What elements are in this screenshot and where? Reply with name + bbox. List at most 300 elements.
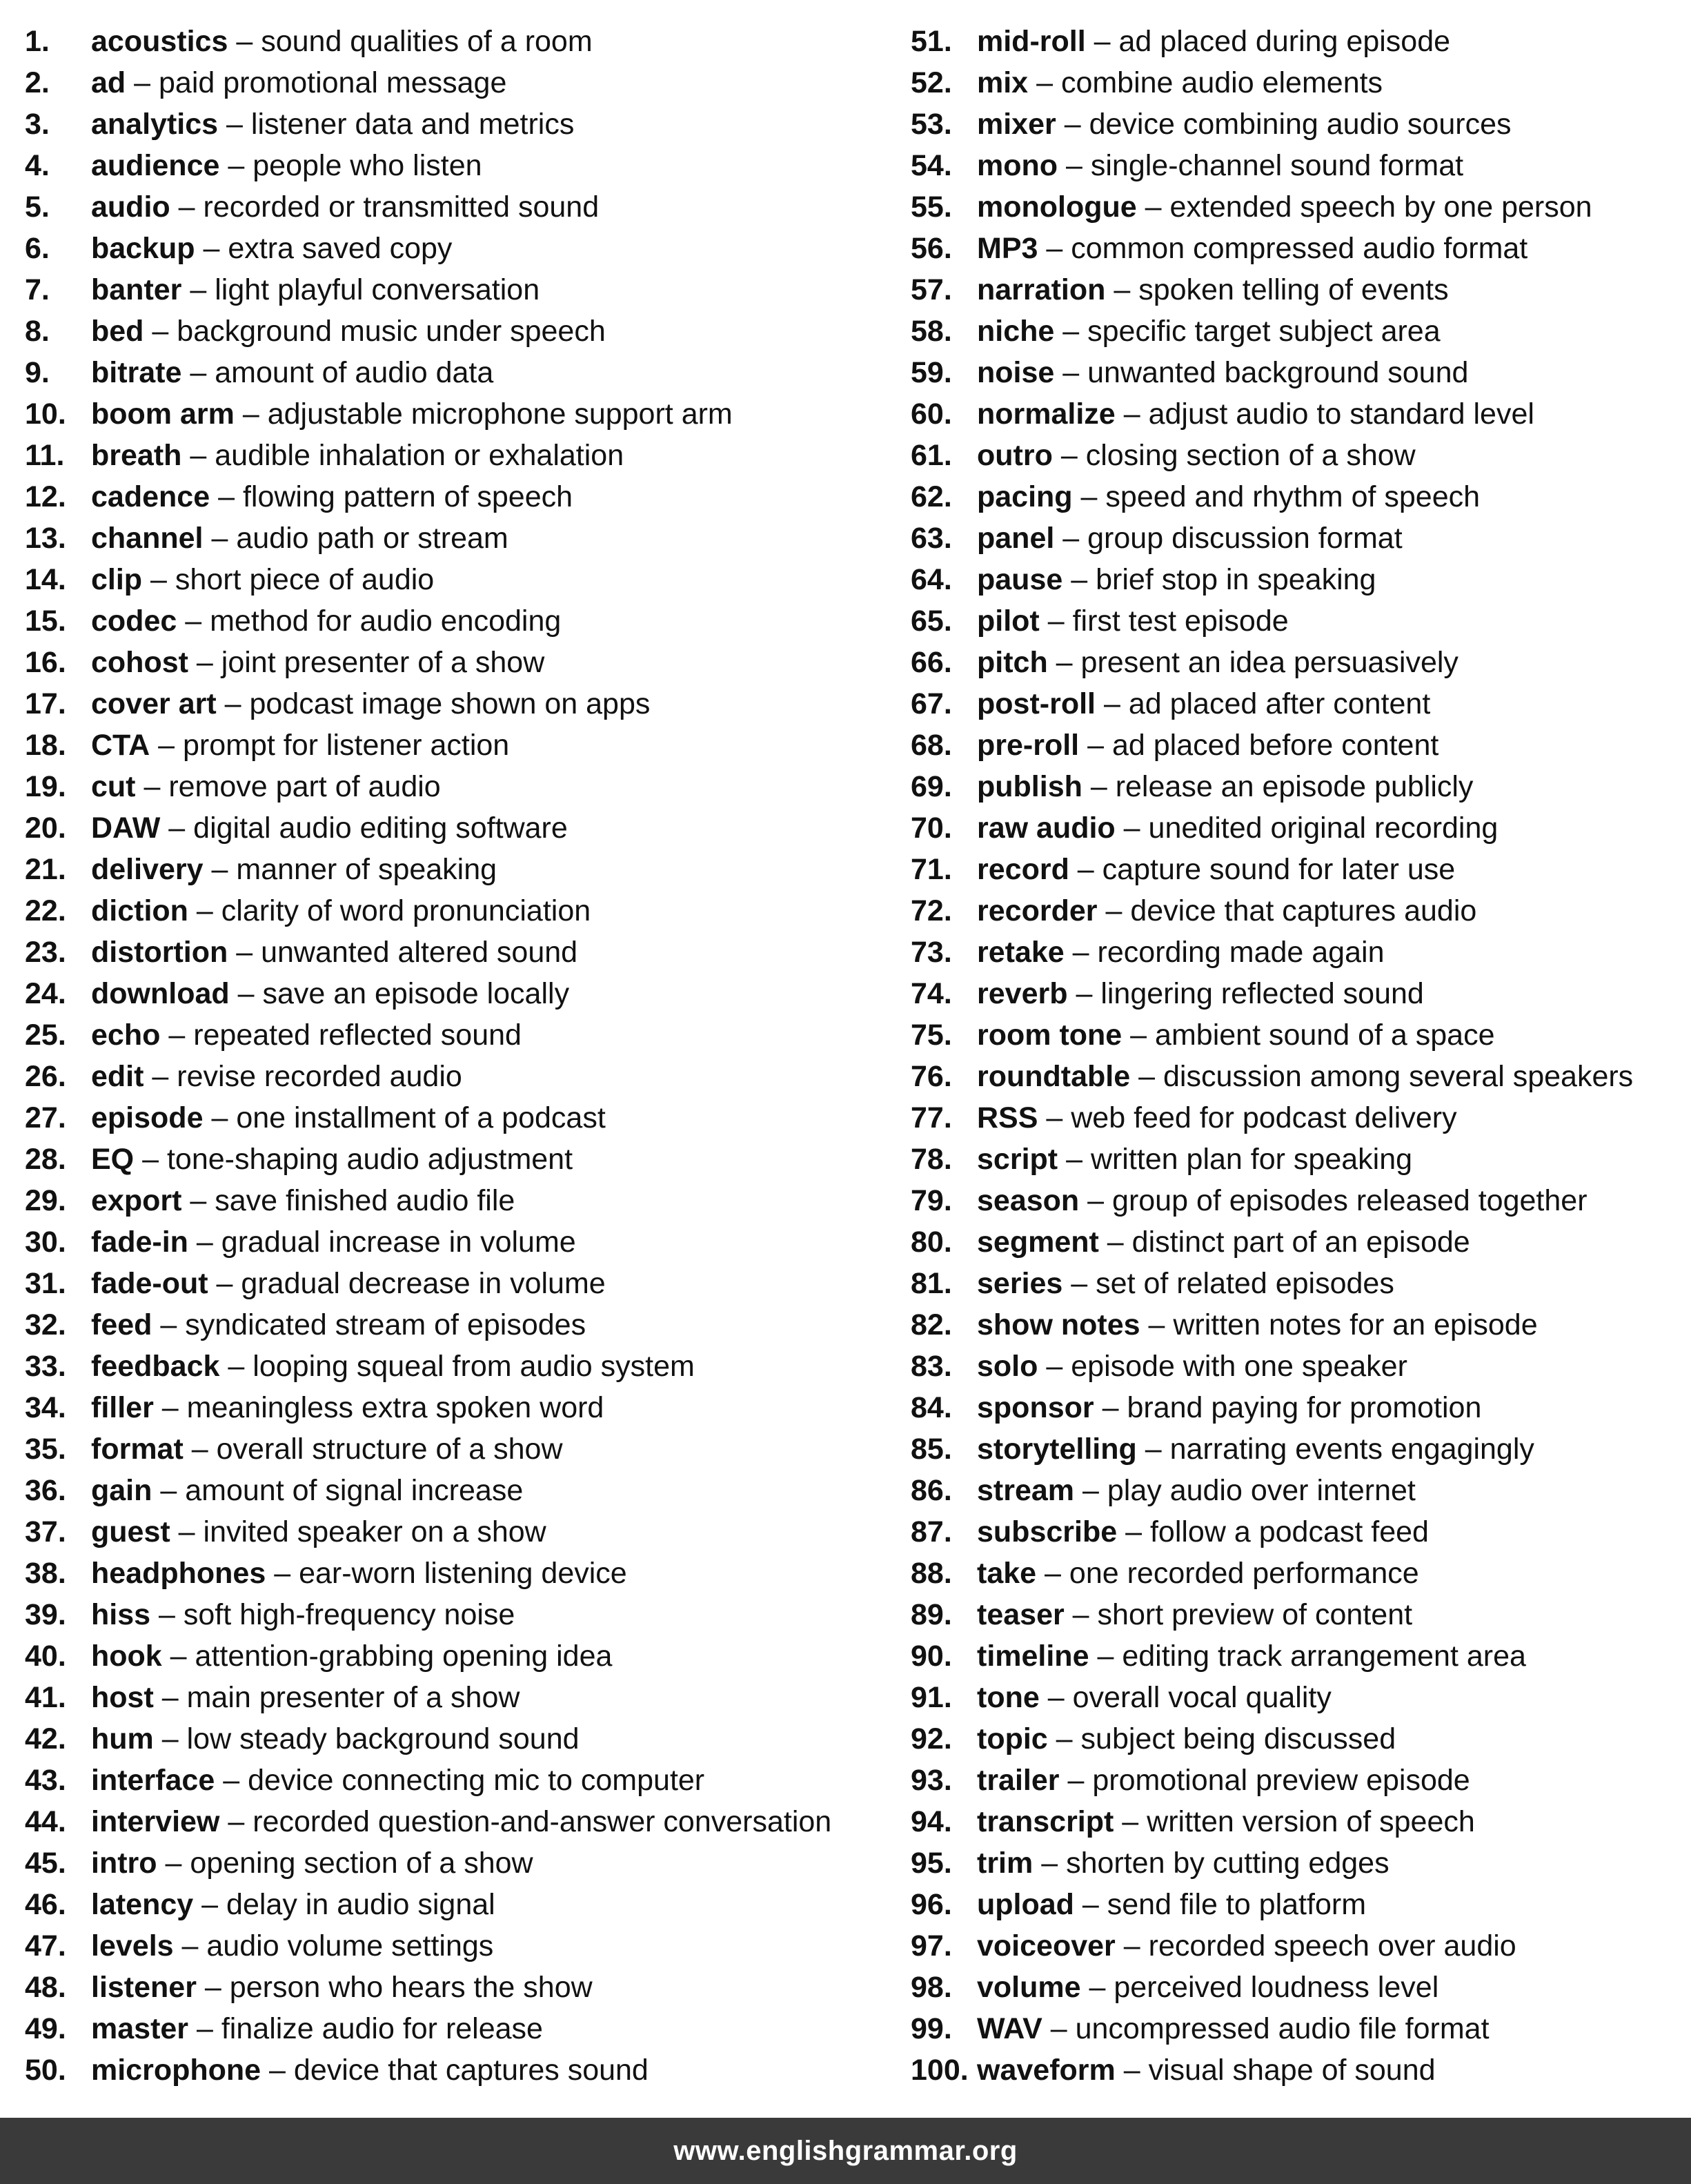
item-definition: amount of signal increase <box>185 1474 524 1507</box>
item-definition: ear-worn listening device <box>299 1557 627 1590</box>
item-definition: light playful conversation <box>215 273 540 306</box>
item-definition: digital audio editing software <box>193 811 568 845</box>
item-definition: save finished audio file <box>215 1184 515 1217</box>
glossary-item <box>911 104 1683 145</box>
item-definition: perceived loudness level <box>1114 1971 1439 2004</box>
item-term: MP3 <box>977 232 1038 265</box>
item-separator: – <box>1060 439 1078 472</box>
glossary-item <box>911 1346 1683 1387</box>
item-term: fade-out <box>91 1267 208 1300</box>
item-separator: – <box>1090 770 1107 803</box>
item-separator: – <box>1138 1060 1156 1093</box>
item-term: stream <box>977 1474 1075 1507</box>
item-term: banter <box>91 273 182 306</box>
item-separator: – <box>1103 687 1120 720</box>
item-definition: finalize audio for release <box>221 2012 543 2045</box>
item-definition: extra saved copy <box>228 232 453 265</box>
footer-url[interactable]: www.englishgrammar.org <box>673 2135 1018 2166</box>
item-separator: – <box>1097 1640 1114 1673</box>
item-term: upload <box>977 1888 1074 1921</box>
glossary-item <box>911 1925 1683 1967</box>
item-separator: – <box>226 108 243 141</box>
item-term: niche <box>977 315 1055 348</box>
item-number: 77. <box>911 1101 952 1134</box>
item-number: 81. <box>911 1267 952 1300</box>
item-separator: – <box>185 604 202 638</box>
item-term: WAV <box>977 2012 1042 2045</box>
item-separator: – <box>196 1226 213 1259</box>
glossary-item <box>911 1470 1683 1511</box>
item-number: 91. <box>911 1681 952 1714</box>
glossary-item <box>25 1180 894 1221</box>
glossary-item <box>911 352 1683 393</box>
item-number: 80. <box>911 1226 952 1259</box>
item-term: retake <box>977 936 1065 969</box>
glossary-item <box>911 1387 1683 1428</box>
item-definition: meaningless extra spoken word <box>186 1391 604 1424</box>
item-definition: joint presenter of a show <box>221 646 545 679</box>
item-separator: – <box>160 1308 177 1341</box>
item-definition: group discussion format <box>1087 522 1403 555</box>
item-definition: overall structure of a show <box>216 1433 563 1466</box>
item-separator: – <box>211 1101 228 1134</box>
item-definition: remove part of audio <box>168 770 441 803</box>
item-definition: syndicated stream of episodes <box>185 1308 586 1341</box>
item-term: interview <box>91 1805 220 1838</box>
item-number: 97. <box>911 1929 952 1962</box>
item-term: raw audio <box>977 811 1116 845</box>
item-separator: – <box>165 1847 182 1880</box>
item-number: 98. <box>911 1971 952 2004</box>
item-definition: method for audio encoding <box>210 604 562 638</box>
item-definition: capture sound for later use <box>1102 853 1456 886</box>
item-number: 42. <box>25 1722 66 1755</box>
item-number: 22. <box>25 894 66 927</box>
item-definition: narrating events engagingly <box>1169 1433 1534 1466</box>
item-definition: flowing pattern of speech <box>242 480 573 513</box>
item-term: codec <box>91 604 177 638</box>
item-number: 61. <box>911 439 952 472</box>
item-separator: – <box>1125 1515 1143 1548</box>
item-definition: short piece of audio <box>175 563 435 596</box>
item-separator: – <box>190 439 207 472</box>
item-number: 47. <box>25 1929 66 1962</box>
item-separator: – <box>203 232 220 265</box>
glossary-item <box>911 269 1683 311</box>
item-separator: – <box>196 894 213 927</box>
item-term: subscribe <box>977 1515 1118 1548</box>
glossary-item <box>25 1428 894 1470</box>
glossary-item <box>911 228 1683 269</box>
item-definition: tone-shaping audio adjustment <box>166 1143 573 1176</box>
glossary-item <box>911 1056 1683 1097</box>
item-term: backup <box>91 232 195 265</box>
item-number: 95. <box>911 1847 952 1880</box>
item-separator: – <box>1080 480 1098 513</box>
glossary-item <box>25 145 894 186</box>
item-definition: promotional preview episode <box>1092 1764 1470 1797</box>
item-definition: device combining audio sources <box>1089 108 1512 141</box>
item-number: 89. <box>911 1598 952 1631</box>
item-definition: written notes for an episode <box>1173 1308 1538 1341</box>
glossary-item <box>911 600 1683 642</box>
item-separator: – <box>1056 646 1073 679</box>
glossary-item <box>911 186 1683 228</box>
item-number: 71. <box>911 853 952 886</box>
item-term: hum <box>91 1722 154 1755</box>
item-definition: recording made again <box>1097 936 1385 969</box>
glossary-item <box>25 1304 894 1346</box>
glossary-item <box>911 1014 1683 1056</box>
item-definition: first test episode <box>1072 604 1289 638</box>
item-term: master <box>91 2012 189 2045</box>
glossary-item <box>911 476 1683 518</box>
glossary-item <box>911 1428 1683 1470</box>
glossary-item <box>25 1594 894 1635</box>
item-term: episode <box>91 1101 204 1134</box>
glossary-item <box>25 1221 894 1263</box>
item-separator: – <box>1148 1308 1165 1341</box>
item-term: levels <box>91 1929 174 1962</box>
item-definition: listener data and metrics <box>250 108 575 141</box>
glossary-item <box>911 1553 1683 1594</box>
item-separator: – <box>191 1433 208 1466</box>
glossary-item <box>25 1263 894 1304</box>
item-number: 5. <box>25 190 50 224</box>
glossary-item <box>25 1718 894 1760</box>
item-number: 29. <box>25 1184 66 1217</box>
item-term: latency <box>91 1888 194 1921</box>
glossary-item <box>25 435 894 476</box>
item-number: 82. <box>911 1308 952 1341</box>
item-separator: – <box>1067 1764 1085 1797</box>
item-separator: – <box>1062 315 1080 348</box>
item-definition: looping squeal from audio system <box>253 1350 695 1383</box>
glossary-item <box>25 352 894 393</box>
item-separator: – <box>1123 2054 1140 2087</box>
item-term: pitch <box>977 646 1048 679</box>
item-definition: opening section of a show <box>190 1847 533 1880</box>
item-separator: – <box>211 522 228 555</box>
item-definition: editing track arrangement area <box>1122 1640 1526 1673</box>
item-definition: manner of speaking <box>236 853 497 886</box>
glossary-item <box>25 393 894 435</box>
item-number: 39. <box>25 1598 66 1631</box>
glossary-item <box>911 145 1683 186</box>
item-definition: discussion among several speakers <box>1163 1060 1634 1093</box>
item-term: pre-roll <box>977 729 1080 762</box>
glossary-item <box>25 2049 894 2091</box>
glossary-item <box>25 1014 894 1056</box>
glossary-item <box>911 1221 1683 1263</box>
item-term: reverb <box>977 977 1068 1010</box>
item-separator: – <box>1047 1681 1065 1714</box>
item-term: bitrate <box>91 356 182 389</box>
item-term: segment <box>977 1226 1099 1259</box>
item-term: outro <box>977 439 1053 472</box>
item-term: post-roll <box>977 687 1096 720</box>
glossary-item <box>911 1139 1683 1180</box>
item-number: 7. <box>25 273 50 306</box>
glossary-item <box>25 1967 894 2008</box>
item-separator: – <box>1107 1226 1124 1259</box>
item-term: guest <box>91 1515 170 1548</box>
item-separator: – <box>236 936 253 969</box>
item-definition: repeated reflected sound <box>193 1019 522 1052</box>
item-number: 79. <box>911 1184 952 1217</box>
item-separator: – <box>211 853 228 886</box>
item-separator: – <box>224 687 241 720</box>
glossary-column-left <box>25 21 894 2091</box>
item-number: 15. <box>25 604 66 638</box>
item-definition: present an idea persuasively <box>1080 646 1458 679</box>
item-separator: – <box>134 66 151 99</box>
item-term: edit <box>91 1060 144 1093</box>
item-term: timeline <box>977 1640 1089 1673</box>
item-definition: unwanted altered sound <box>261 936 578 969</box>
item-term: channel <box>91 522 204 555</box>
item-number: 24. <box>25 977 66 1010</box>
glossary-item <box>911 973 1683 1014</box>
glossary-item <box>25 1470 894 1511</box>
item-term: intro <box>91 1847 157 1880</box>
glossary-item <box>911 683 1683 725</box>
item-number: 93. <box>911 1764 952 1797</box>
item-term: DAW <box>91 811 161 845</box>
item-separator: – <box>142 1143 159 1176</box>
item-term: show notes <box>977 1308 1140 1341</box>
glossary-item <box>911 1594 1683 1635</box>
item-number: 17. <box>25 687 66 720</box>
item-separator: – <box>269 2054 286 2087</box>
item-number: 10. <box>25 397 66 431</box>
glossary-item <box>911 2008 1683 2049</box>
glossary-item <box>25 642 894 683</box>
item-separator: – <box>1082 1474 1099 1507</box>
item-separator: – <box>196 646 213 679</box>
item-separator: – <box>1102 1391 1119 1424</box>
item-separator: – <box>190 273 207 306</box>
item-term: interface <box>91 1764 215 1797</box>
item-separator: – <box>1064 108 1081 141</box>
item-term: audio <box>91 190 170 224</box>
glossary-item <box>911 1884 1683 1925</box>
item-number: 36. <box>25 1474 66 1507</box>
item-number: 3. <box>25 108 50 141</box>
item-separator: – <box>218 480 235 513</box>
item-definition: ambient sound of a space <box>1155 1019 1495 1052</box>
item-definition: written plan for speaking <box>1090 1143 1413 1176</box>
glossary-item <box>911 766 1683 807</box>
glossary-item <box>911 890 1683 932</box>
item-separator: – <box>1056 1722 1073 1755</box>
item-separator: – <box>1114 273 1131 306</box>
item-number: 13. <box>25 522 66 555</box>
glossary-item <box>911 1511 1683 1553</box>
item-separator: – <box>159 1598 175 1631</box>
item-definition: audible inhalation or exhalation <box>215 439 624 472</box>
item-term: microphone <box>91 2054 261 2087</box>
item-definition: ad placed before content <box>1111 729 1439 762</box>
item-separator: – <box>1082 1888 1099 1921</box>
glossary-item <box>911 393 1683 435</box>
item-definition: gradual decrease in volume <box>241 1267 606 1300</box>
item-separator: – <box>1046 232 1063 265</box>
item-number: 84. <box>911 1391 952 1424</box>
item-definition: short preview of content <box>1097 1598 1413 1631</box>
glossary-item <box>911 1635 1683 1677</box>
glossary-item <box>25 1346 894 1387</box>
item-definition: group of episodes released together <box>1112 1184 1588 1217</box>
glossary-item <box>911 1180 1683 1221</box>
item-number: 2. <box>25 66 50 99</box>
glossary-item <box>25 1553 894 1594</box>
item-term: series <box>977 1267 1063 1300</box>
item-separator: – <box>178 190 195 224</box>
item-number: 30. <box>25 1226 66 1259</box>
item-separator: – <box>181 1929 199 1962</box>
glossary-item <box>911 849 1683 890</box>
item-separator: – <box>168 811 186 845</box>
item-term: host <box>91 1681 154 1714</box>
item-number: 8. <box>25 315 50 348</box>
item-definition: person who hears the show <box>229 1971 593 2004</box>
item-separator: – <box>1123 811 1140 845</box>
item-term: ad <box>91 66 126 99</box>
item-definition: recorded speech over audio <box>1148 1929 1516 1962</box>
item-term: script <box>977 1143 1058 1176</box>
item-separator: – <box>1062 522 1080 555</box>
item-term: mono <box>977 149 1058 182</box>
item-number: 23. <box>25 936 66 969</box>
item-term: pause <box>977 563 1063 596</box>
item-separator: – <box>144 770 161 803</box>
item-number: 35. <box>25 1433 66 1466</box>
item-separator: – <box>1072 1598 1089 1631</box>
item-term: analytics <box>91 108 219 141</box>
item-definition: device that captures audio <box>1130 894 1477 927</box>
item-definition: prompt for listener action <box>183 729 510 762</box>
item-term: cadence <box>91 480 210 513</box>
item-number: 65. <box>911 604 952 638</box>
item-number: 86. <box>911 1474 952 1507</box>
item-term: publish <box>977 770 1082 803</box>
item-term: pacing <box>977 480 1073 513</box>
item-separator: – <box>236 25 253 58</box>
glossary-item <box>25 186 894 228</box>
glossary-item <box>911 1718 1683 1760</box>
item-definition: recorded or transmitted sound <box>203 190 600 224</box>
item-term: gain <box>91 1474 152 1507</box>
item-term: download <box>91 977 230 1010</box>
item-number: 56. <box>911 232 952 265</box>
item-definition: gradual increase in volume <box>221 1226 576 1259</box>
footer-bar <box>0 2118 1691 2184</box>
item-definition: written version of speech <box>1147 1805 1475 1838</box>
item-number: 34. <box>25 1391 66 1424</box>
glossary-item <box>911 1677 1683 1718</box>
item-number: 63. <box>911 522 952 555</box>
glossary-item <box>25 1387 894 1428</box>
item-definition: adjust audio to standard level <box>1148 397 1534 431</box>
item-separator: – <box>228 1350 245 1383</box>
item-number: 55. <box>911 190 952 224</box>
item-term: mixer <box>977 108 1056 141</box>
item-number: 9. <box>25 356 50 389</box>
item-term: breath <box>91 439 182 472</box>
item-separator: – <box>242 397 259 431</box>
item-term: monologue <box>977 190 1137 224</box>
glossary-item <box>911 21 1683 62</box>
item-number: 45. <box>25 1847 66 1880</box>
item-term: CTA <box>91 729 150 762</box>
item-term: sponsor <box>977 1391 1094 1424</box>
glossary-item <box>25 683 894 725</box>
item-definition: extended speech by one person <box>1169 190 1592 224</box>
item-definition: device connecting mic to computer <box>248 1764 705 1797</box>
item-separator: – <box>1045 1557 1061 1590</box>
item-number: 25. <box>25 1019 66 1052</box>
item-number: 70. <box>911 811 952 845</box>
item-number: 40. <box>25 1640 66 1673</box>
item-separator: – <box>150 563 167 596</box>
item-term: cover art <box>91 687 217 720</box>
item-number: 75. <box>911 1019 952 1052</box>
item-separator: – <box>1087 1184 1105 1217</box>
glossary-item <box>25 476 894 518</box>
item-number: 57. <box>911 273 952 306</box>
item-separator: – <box>223 1764 240 1797</box>
item-term: take <box>977 1557 1037 1590</box>
glossary-item <box>911 518 1683 559</box>
glossary-item <box>911 559 1683 600</box>
item-definition: device that captures sound <box>293 2054 649 2087</box>
item-separator: – <box>204 1971 221 2004</box>
glossary-item <box>911 1842 1683 1884</box>
item-separator: – <box>1122 1805 1139 1838</box>
item-separator: – <box>237 977 255 1010</box>
item-definition: set of related episodes <box>1096 1267 1394 1300</box>
item-number: 16. <box>25 646 66 679</box>
item-number: 20. <box>25 811 66 845</box>
item-term: trim <box>977 1847 1034 1880</box>
item-separator: – <box>1046 1101 1063 1134</box>
item-term: volume <box>977 1971 1081 2004</box>
item-number: 90. <box>911 1640 952 1673</box>
item-separator: – <box>1076 977 1093 1010</box>
glossary-item <box>25 600 894 642</box>
glossary-item <box>25 518 894 559</box>
item-number: 60. <box>911 397 952 431</box>
item-separator: – <box>228 149 245 182</box>
item-number: 50. <box>25 2054 66 2087</box>
item-term: storytelling <box>977 1433 1137 1466</box>
item-definition: revise recorded audio <box>177 1060 462 1093</box>
item-definition: uncompressed audio file format <box>1075 2012 1490 2045</box>
item-number: 69. <box>911 770 952 803</box>
item-number: 26. <box>25 1060 66 1093</box>
item-term: headphones <box>91 1557 266 1590</box>
item-number: 14. <box>25 563 66 596</box>
item-definition: amount of audio data <box>215 356 494 389</box>
item-term: RSS <box>977 1101 1038 1134</box>
item-number: 94. <box>911 1805 952 1838</box>
item-number: 58. <box>911 315 952 348</box>
item-definition: sound qualities of a room <box>261 25 593 58</box>
item-definition: podcast image shown on apps <box>249 687 651 720</box>
item-number: 43. <box>25 1764 66 1797</box>
item-definition: single-channel sound format <box>1090 149 1464 182</box>
